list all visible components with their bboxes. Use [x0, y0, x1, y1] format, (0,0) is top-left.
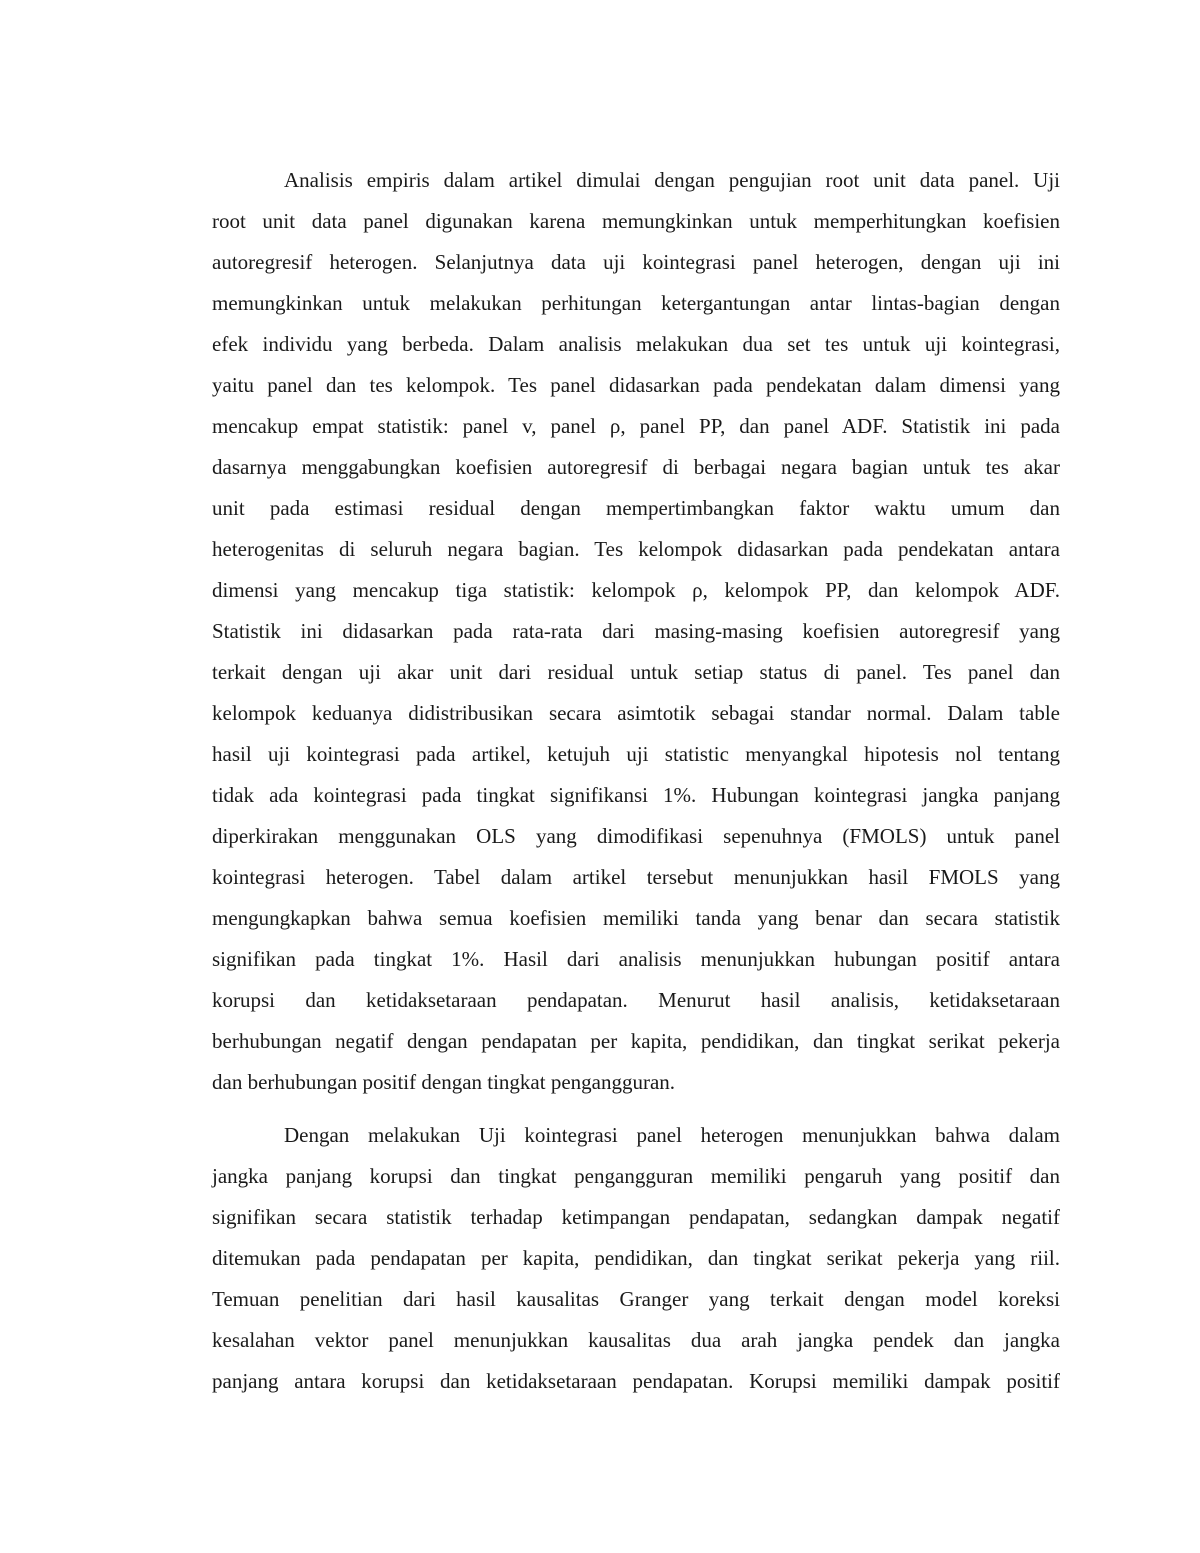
paragraph-line: memungkinkan untuk melakukan perhitungan ketergantungan antar lintas-bagian dengan	[212, 291, 1060, 315]
paragraph-line: signifikan pada tingkat 1%. Hasil dari analisis menunjukkan hubungan positif antara	[212, 947, 1060, 971]
paragraph-line: tidak ada kointegrasi pada tingkat signifikansi 1%. Hubungan kointegrasi jangka panjang	[212, 783, 1060, 807]
paragraph-line: dasarnya menggabungkan koefisien autoregresif di berbagai negara bagian untuk tes akar	[212, 455, 1060, 479]
paragraph-line: yaitu panel dan tes kelompok. Tes panel didasarkan pada pendekatan dalam dimensi yang	[212, 373, 1060, 397]
paragraph-line: dan berhubungan positif dengan tingkat pengangguran.	[212, 1070, 676, 1094]
paragraph-line: kelompok keduanya didistribusikan secara asimtotik sebagai standar normal. Dalam table	[212, 701, 1060, 725]
paragraph-line: kesalahan vektor panel menunjukkan kausalitas dua arah jangka pendek dan jangka	[212, 1328, 1060, 1352]
paragraph-line: mengungkapkan bahwa semua koefisien memiliki tanda yang benar dan secara statistik	[212, 906, 1060, 930]
paragraph-2	[212, 1115, 1060, 1402]
paragraph-1	[212, 160, 1060, 1103]
paragraph-line: korupsi dan ketidaksetaraan pendapatan. Menurut hasil analisis, ketidaksetaraan	[212, 988, 1060, 1012]
paragraph-line: terkait dengan uji akar unit dari residual untuk setiap status di panel. Tes panel dan	[212, 660, 1060, 684]
paragraph-line: unit pada estimasi residual dengan mempertimbangkan faktor waktu umum dan	[212, 496, 1060, 520]
paragraph-line: Temuan penelitian dari hasil kausalitas Granger yang terkait dengan model koreksi	[212, 1287, 1060, 1311]
paragraph-line: heterogenitas di seluruh negara bagian. Tes kelompok didasarkan pada pendekatan antara	[212, 537, 1060, 561]
paragraph-line: Statistik ini didasarkan pada rata-rata dari masing-masing koefisien autoregresif yang	[212, 619, 1060, 643]
paragraph-line: signifikan secara statistik terhadap ketimpangan pendapatan, sedangkan dampak negatif	[212, 1205, 1060, 1229]
paragraph-line: diperkirakan menggunakan OLS yang dimodifikasi sepenuhnya (FMOLS) untuk panel	[212, 824, 1060, 848]
paragraph-line: Dengan melakukan Uji kointegrasi panel heterogen menunjukkan bahwa dalam	[284, 1123, 1060, 1147]
paragraph-line: root unit data panel digunakan karena memungkinkan untuk memperhitungkan koefisien	[212, 209, 1060, 233]
paragraph-line: hasil uji kointegrasi pada artikel, ketujuh uji statistic menyangkal hipotesis nol tentang	[212, 742, 1060, 766]
paragraph-line: dimensi yang mencakup tiga statistik: kelompok ρ, kelompok PP, dan kelompok ADF.	[212, 578, 1060, 602]
paragraph-line: Analisis empiris dalam artikel dimulai dengan pengujian root unit data panel. Uji	[284, 168, 1060, 192]
paragraph-line: autoregresif heterogen. Selanjutnya data uji kointegrasi panel heterogen, dengan uji ini	[212, 250, 1060, 274]
paragraph-line: efek individu yang berbeda. Dalam analisis melakukan dua set tes untuk uji kointegrasi,	[212, 332, 1060, 356]
paragraph-line: jangka panjang korupsi dan tingkat pengangguran memiliki pengaruh yang positif dan	[212, 1164, 1060, 1188]
paragraph-line: ditemukan pada pendapatan per kapita, pendidikan, dan tingkat serikat pekerja yang riil.	[212, 1246, 1060, 1270]
paragraph-line: panjang antara korupsi dan ketidaksetaraan pendapatan. Korupsi memiliki dampak positif	[212, 1369, 1060, 1393]
paragraph-line: berhubungan negatif dengan pendapatan per kapita, pendidikan, dan tingkat serikat pekerja	[212, 1029, 1060, 1053]
paragraph-line: mencakup empat statistik: panel v, panel ρ, panel PP, dan panel ADF. Statistik ini pada	[212, 414, 1060, 438]
paragraph-line: kointegrasi heterogen. Tabel dalam artikel tersebut menunjukkan hasil FMOLS yang	[212, 865, 1060, 889]
